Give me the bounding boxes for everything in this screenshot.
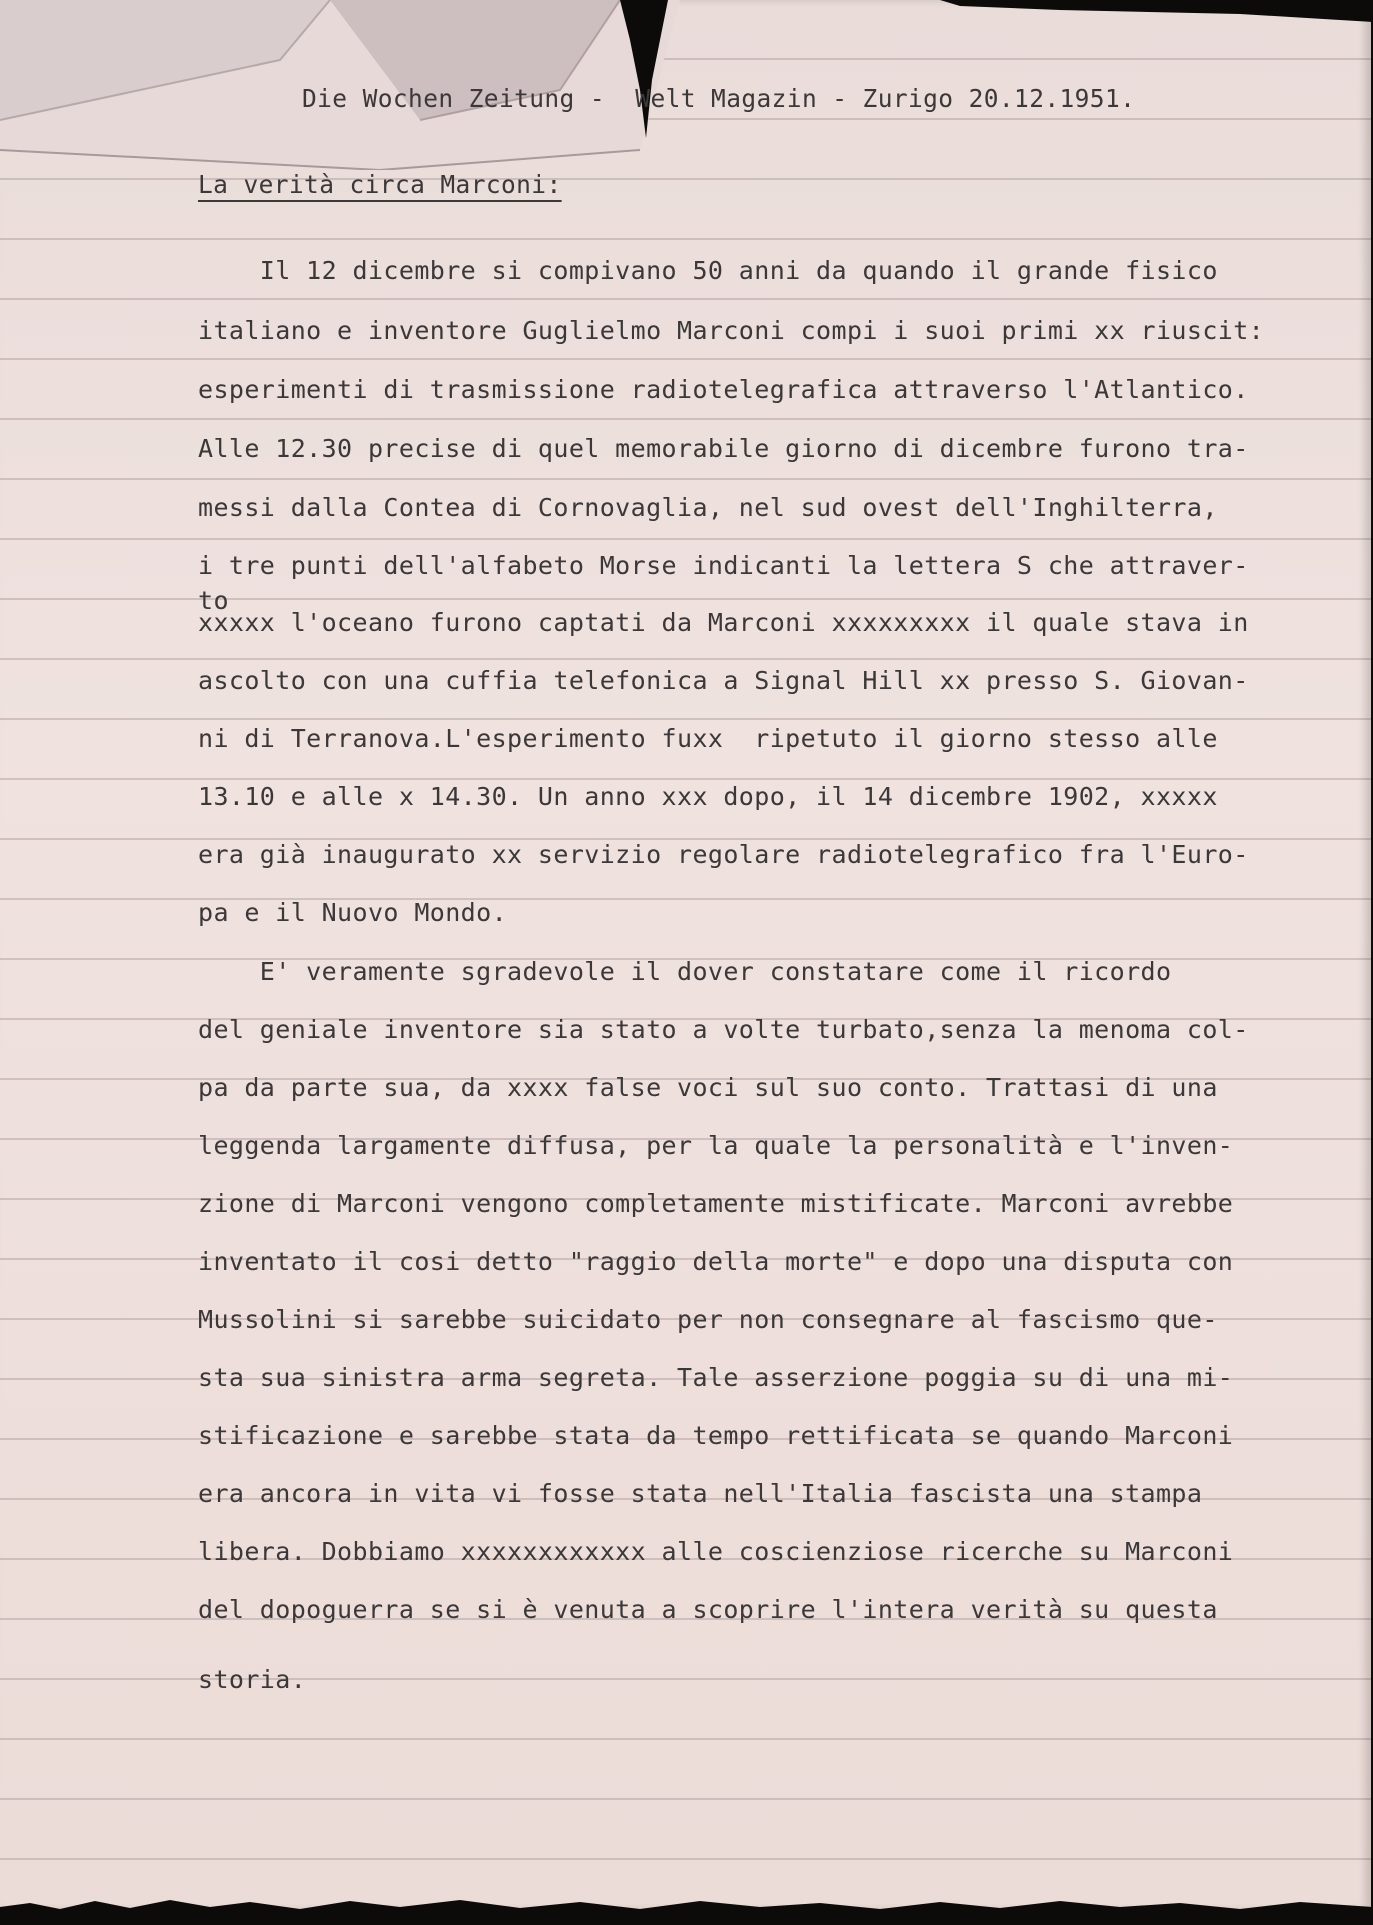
text-line: esperimenti di trasmissione radiotelegrafica attraverso l'Atlantico. bbox=[198, 375, 1249, 404]
text-line: storia. bbox=[198, 1665, 307, 1694]
text-line: ascolto con una cuffia telefonica a Signal Hill xx presso S. Giovan- bbox=[198, 666, 1249, 695]
text-line: 13.10 e alle x 14.30. Un anno xxx dopo, il 14 dicembre 1902, xxxxx bbox=[198, 782, 1218, 811]
text-line: del geniale inventore sia stato a volte turbato,senza la menoma col- bbox=[198, 1015, 1249, 1044]
text-line: italiano e inventore Guglielmo Marconi compi i suoi primi xx riuscit: bbox=[198, 316, 1265, 345]
text-line: inventato il cosi detto "raggio della morte" e dopo una disputa con bbox=[198, 1247, 1234, 1276]
text-line: del dopoguerra se si è venuta a scoprire l'intera verità su questa bbox=[198, 1595, 1218, 1624]
text-line: era già inaugurato xx servizio regolare radiotelegrafico fra l'Euro- bbox=[198, 840, 1249, 869]
text-line: leggenda largamente diffusa, per la quale la personalità e l'inven- bbox=[198, 1131, 1234, 1160]
text-line: to bbox=[198, 586, 229, 615]
text-line: pa e il Nuovo Mondo. bbox=[198, 898, 508, 927]
text-line: sta sua sinistra arma segreta. Tale asserzione poggia su di una mi- bbox=[198, 1363, 1234, 1392]
text-line: era ancora in vita vi fosse stata nell'Italia fascista una stampa bbox=[198, 1479, 1203, 1508]
text-line: pa da parte sua, da xxxx false voci sul suo conto. Trattasi di una bbox=[198, 1073, 1218, 1102]
text-line: libera. Dobbiamo xxxxxxxxxxxx alle coscienziose ricerche su Marconi bbox=[198, 1537, 1234, 1566]
text-line: zione di Marconi vengono completamente mistificate. Marconi avrebbe bbox=[198, 1189, 1234, 1218]
text-line: i tre punti dell'alfabeto Morse indicanti la lettera S che attraver- bbox=[198, 551, 1249, 580]
text-line: stificazione e sarebbe stata da tempo rettificata se quando Marconi bbox=[198, 1421, 1234, 1450]
text-line: E' veramente sgradevole il dover constatare come il ricordo bbox=[198, 957, 1172, 986]
torn-notch bbox=[600, 0, 680, 140]
article-title: La verità circa Marconi: bbox=[198, 170, 562, 199]
text-line: ni di Terranova.L'esperimento fuxx ripetuto il giorno stesso alle bbox=[198, 724, 1218, 753]
text-line: Alle 12.30 precise di quel memorabile giorno di dicembre furono tra- bbox=[198, 434, 1249, 463]
page-edge-shadow bbox=[940, 0, 1373, 40]
publication-header: Die Wochen Zeitung - Welt Magazin - Zurigo 20.12.1951. bbox=[302, 84, 1136, 113]
text-line: Mussolini si sarebbe suicidato per non consegnare al fascismo que- bbox=[198, 1305, 1218, 1334]
text-line: xxxxx l'oceano furono captati da Marconi xxxxxxxxx il quale stava in bbox=[198, 608, 1249, 637]
torn-bottom-edge bbox=[0, 1885, 1373, 1925]
text-line: messi dalla Contea di Cornovaglia, nel sud ovest dell'Inghilterra, bbox=[198, 493, 1218, 522]
text-line: Il 12 dicembre si compivano 50 anni da quando il grande fisico bbox=[198, 256, 1218, 285]
